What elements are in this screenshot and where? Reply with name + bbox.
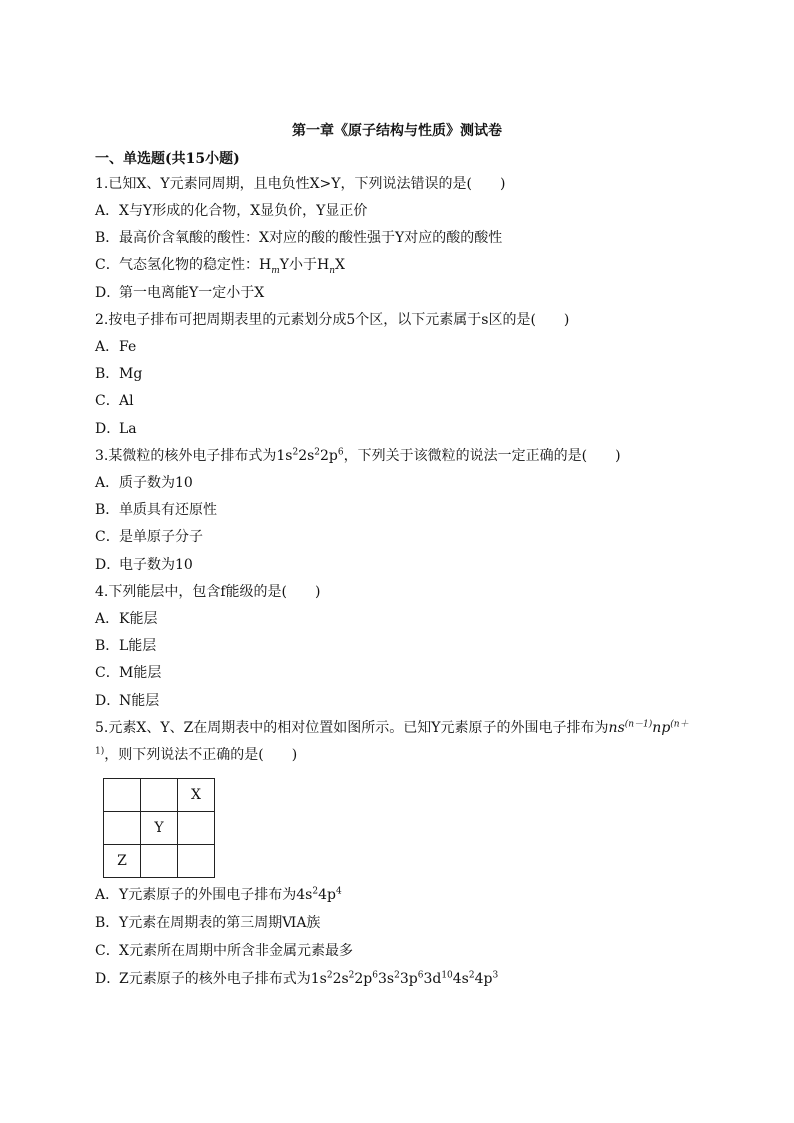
option-text: Y元素原子的外围电子排布为4s	[119, 887, 313, 903]
grid-cell	[141, 845, 178, 878]
option-letter: C．	[95, 257, 120, 273]
section-heading: 一、单选题(共15小题)	[95, 151, 240, 167]
option-letter: B．	[95, 502, 120, 518]
option-text: 4p	[318, 887, 336, 903]
option-letter: A．	[95, 203, 120, 219]
option-text: Y小于H	[279, 257, 330, 273]
option-text: 电子数为10	[119, 557, 193, 573]
grid-row	[104, 845, 215, 878]
stem-text: 5.元素X、Y、Z在周期表中的相对位置如图所示。已知Y元素原子的外围电子排布为	[95, 720, 609, 736]
q3-option-b	[95, 501, 217, 519]
subscript: m	[271, 265, 280, 276]
stem-text: ，下列关于该微粒的说法一定正确的是( )	[343, 448, 621, 464]
superscript: 6	[372, 970, 378, 981]
option-letter: B．	[95, 230, 120, 246]
q4-option-a	[95, 610, 157, 628]
page-title: 第一章《原子结构与性质》测试卷	[292, 123, 502, 139]
option-letter: A．	[95, 611, 120, 627]
question-1-stem: 1.已知X、Y元素同周期，且电负性X>Y，下列说法错误的是( )	[95, 176, 506, 192]
subscript: n	[329, 265, 336, 276]
option-letter: D．	[95, 285, 121, 301]
option-text: 3p	[399, 971, 418, 987]
q1-option-b	[95, 229, 502, 247]
question-4-stem: 4.下列能层中，包含f能级的是( )	[95, 584, 321, 600]
option-text: 第一电离能Y一定小于X	[119, 285, 265, 301]
option-letter: D．	[95, 971, 121, 987]
q1-option-a	[95, 202, 367, 220]
question-5-stem-line-2	[95, 746, 297, 764]
option-text: L能层	[119, 638, 157, 654]
stem-text: 2p	[320, 448, 338, 464]
option-letter: D．	[95, 693, 121, 709]
stem-text: 2s	[298, 448, 315, 464]
option-text: X	[335, 257, 345, 273]
superscript: (n＋	[670, 719, 689, 730]
grid-cell	[178, 812, 215, 845]
superscript: 2	[348, 970, 355, 981]
superscript: 10	[441, 970, 453, 981]
superscript: 2	[312, 886, 319, 897]
option-text: Al	[119, 393, 134, 409]
q4-option-d	[95, 692, 159, 710]
q1-option-d	[95, 284, 264, 302]
stem-text: np	[652, 720, 671, 736]
q4-option-b	[95, 637, 156, 655]
q2-option-a	[95, 338, 136, 356]
option-text: 是单原子分子	[119, 529, 203, 545]
question-5-stem-line-1	[95, 719, 689, 737]
q5-option-b	[95, 914, 320, 932]
option-letter: A．	[95, 475, 120, 491]
superscript: 2	[326, 970, 333, 981]
option-text: Z元素原子的核外电子排布式为1s	[119, 971, 327, 987]
question-3-stem	[95, 447, 621, 465]
superscript: 2	[314, 447, 321, 458]
option-text: 最高价含氧酸的酸性：X对应的酸的酸性强于Y对应的酸的酸性	[119, 230, 503, 246]
superscript: 2	[394, 970, 400, 981]
option-text: Mg	[119, 366, 143, 382]
option-text: La	[119, 421, 137, 437]
grid-cell	[141, 779, 178, 812]
superscript: 6	[417, 970, 424, 981]
option-text: Y元素在周期表的第三周期ⅥA族	[119, 915, 321, 931]
option-letter: D．	[95, 421, 121, 437]
option-text: 2s	[332, 971, 349, 987]
grid-cell: Y	[141, 812, 178, 845]
grid-row	[104, 812, 215, 845]
option-letter: C．	[95, 529, 120, 545]
superscript: 4	[335, 886, 342, 897]
option-letter: B．	[95, 366, 120, 382]
grid-row	[104, 779, 215, 812]
option-text: M能层	[119, 665, 162, 681]
grid-cell	[104, 812, 141, 845]
option-text: 质子数为10	[119, 475, 193, 491]
option-text: K能层	[119, 611, 158, 627]
periodic-position-grid	[103, 778, 215, 878]
superscript: 3	[492, 970, 499, 981]
grid-cell	[178, 845, 215, 878]
grid-cell: X	[178, 779, 215, 812]
option-text: 4p	[474, 971, 493, 987]
superscript: (n－1)	[624, 719, 653, 730]
q3-option-d	[95, 556, 193, 574]
q4-option-c	[95, 664, 161, 682]
option-text: Fe	[119, 339, 137, 355]
stem-text: ，则下列说法不正确的是( )	[104, 747, 298, 763]
q2-option-b	[95, 365, 142, 383]
superscript: 1)	[95, 746, 105, 757]
stem-text: ns	[608, 720, 625, 736]
option-text: 4s	[452, 971, 469, 987]
option-text: 单质具有还原性	[119, 502, 217, 518]
option-letter: C．	[95, 665, 120, 681]
q3-option-a	[95, 474, 193, 492]
option-letter: D．	[95, 557, 121, 573]
grid-cell	[104, 779, 141, 812]
q5-option-a	[95, 886, 342, 904]
superscript: 2	[292, 447, 299, 458]
option-text: X与Y形成的化合物，X显负价，Y显正价	[119, 203, 368, 219]
superscript: 2	[468, 970, 475, 981]
option-text: 3d	[423, 971, 442, 987]
q5-option-c	[95, 942, 353, 960]
option-letter: A．	[95, 339, 120, 355]
option-text: 3s	[378, 971, 395, 987]
q2-option-c	[95, 392, 134, 410]
option-text: N能层	[119, 693, 160, 709]
option-text: 气态氢化物的稳定性：H	[119, 257, 272, 273]
option-letter: A．	[95, 887, 120, 903]
grid-cell: Z	[104, 845, 141, 878]
option-text: 2p	[354, 971, 373, 987]
stem-text: 3.某微粒的核外电子排布式为1s	[95, 448, 293, 464]
q2-option-d	[95, 420, 137, 438]
option-letter: C．	[95, 943, 120, 959]
option-letter: B．	[95, 915, 120, 931]
option-letter: B．	[95, 638, 120, 654]
q3-option-c	[95, 528, 203, 546]
question-2-stem: 2.按电子排布可把周期表里的元素划分成5个区，以下元素属于s区的是( )	[95, 312, 570, 328]
superscript: 6	[337, 447, 344, 458]
option-letter: C．	[95, 393, 120, 409]
q5-option-d	[95, 970, 498, 988]
option-text: X元素所在周期中所含非金属元素最多	[119, 943, 353, 959]
q1-option-c	[95, 256, 345, 274]
